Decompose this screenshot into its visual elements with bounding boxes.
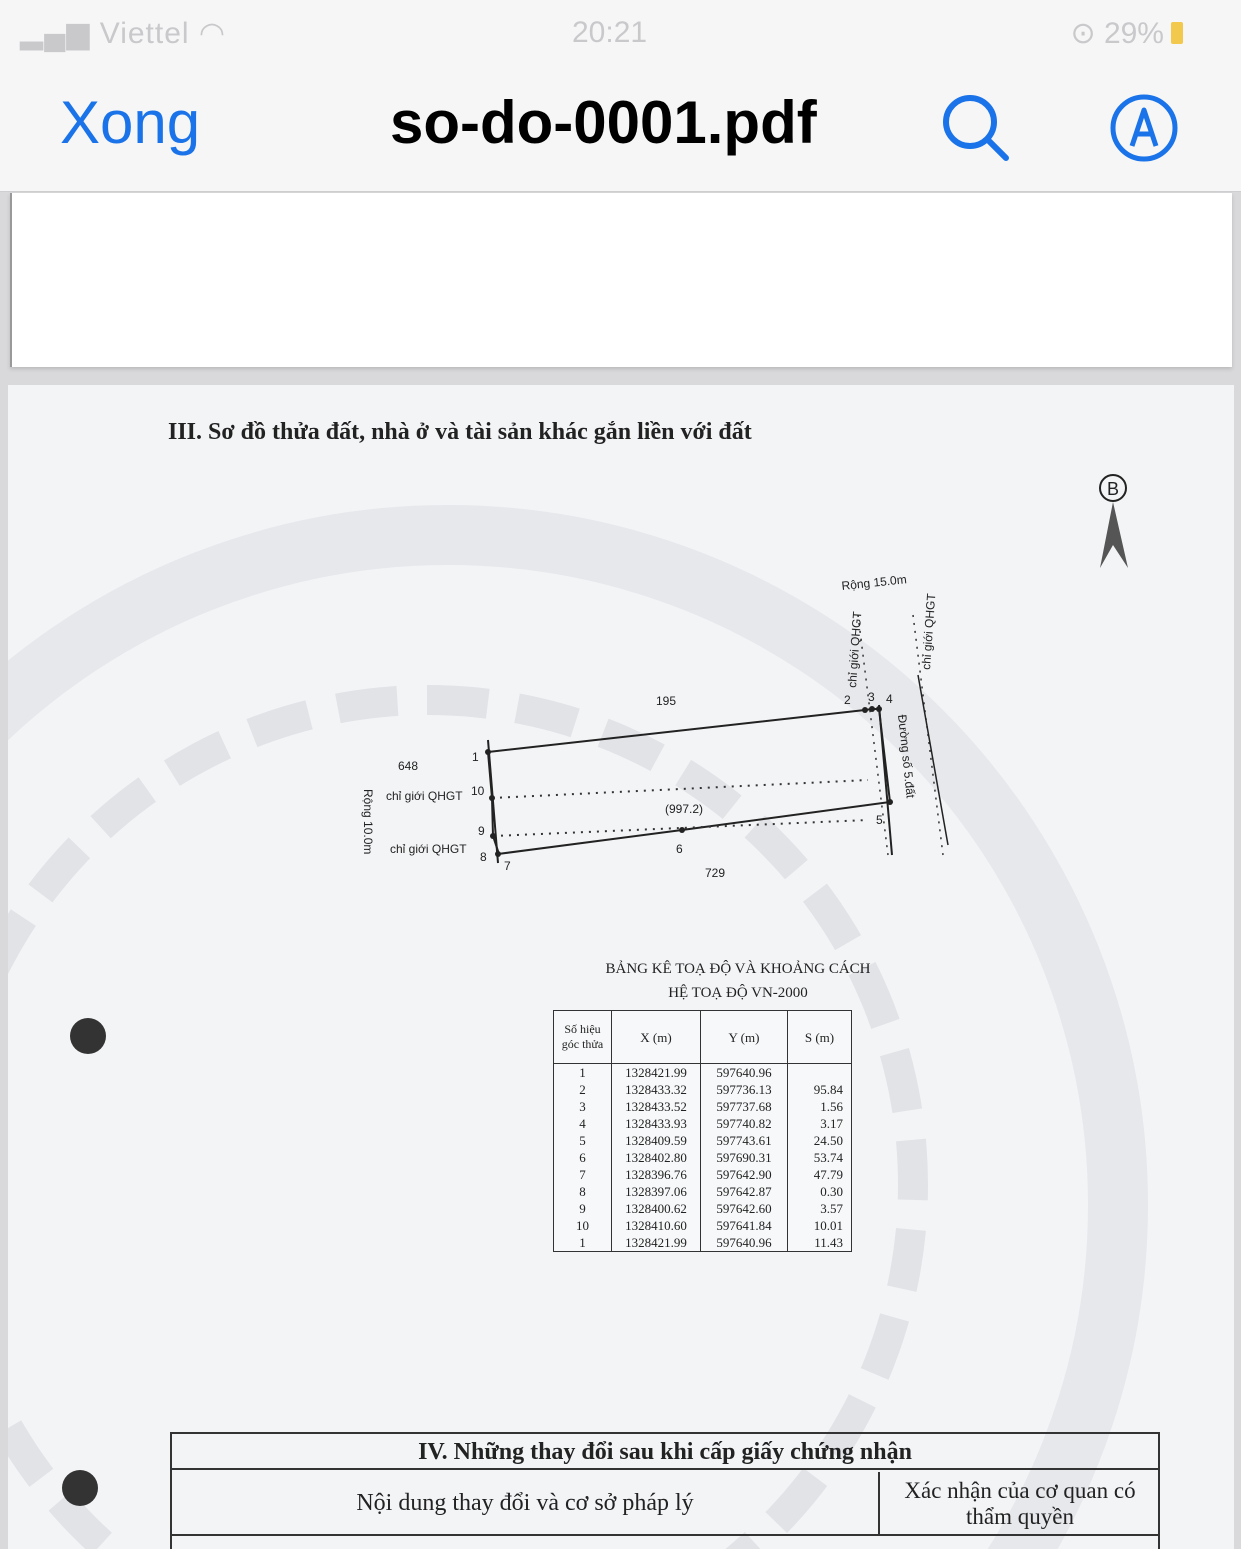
section-4-title: IV. Những thay đổi sau khi cấp giấy chứng nhận xyxy=(172,1434,1158,1470)
table-cell: 8 xyxy=(554,1183,612,1200)
svg-text:B: B xyxy=(1106,479,1120,499)
file-title: so-do-0001.pdf xyxy=(390,89,817,156)
table-cell: 597642.90 xyxy=(701,1166,788,1183)
svg-text:4: 4 xyxy=(886,692,893,706)
table-cell: 95.84 xyxy=(788,1081,852,1098)
table-row xyxy=(554,1166,852,1183)
table-cell: 1328397.06 xyxy=(612,1183,701,1200)
svg-text:2: 2 xyxy=(844,693,851,707)
carrier-label: ▂▄▆ Viettel ◠ xyxy=(20,17,227,50)
table-cell: 7 xyxy=(554,1166,612,1183)
north-arrow xyxy=(1100,475,1128,568)
table-divider xyxy=(172,1534,1158,1536)
battery-percent: ⊙ 29% xyxy=(1070,17,1164,50)
table-cell: 24.50 xyxy=(788,1132,852,1149)
svg-text:648: 648 xyxy=(398,759,419,773)
table-row xyxy=(554,1183,852,1200)
table-title: BẢNG KÊ TOẠ ĐỘ VÀ KHOẢNG CÁCH xyxy=(605,961,871,977)
table-cell: 597740.82 xyxy=(701,1115,788,1132)
table-cell: 1328400.62 xyxy=(612,1200,701,1217)
svg-text:5: 5 xyxy=(876,813,883,827)
table-row xyxy=(554,1217,852,1234)
punch-hole xyxy=(70,1018,106,1054)
table-cell: 1 xyxy=(554,1234,612,1252)
table-cell: 1328410.60 xyxy=(612,1217,701,1234)
table-cell: 597640.96 xyxy=(701,1234,788,1252)
table-cell: 597642.87 xyxy=(701,1183,788,1200)
svg-text:6: 6 xyxy=(676,842,683,856)
status-bar xyxy=(0,0,1241,70)
table-row xyxy=(554,1132,852,1149)
svg-text:chỉ giới QHGT: chỉ giới QHGT xyxy=(845,610,865,689)
table-cell: 6 xyxy=(554,1149,612,1166)
table-header: Số hiệu góc thửa xyxy=(554,1011,612,1064)
svg-text:Rộng 10.0m: Rộng 10.0m xyxy=(361,789,375,855)
table-cell: 1 xyxy=(554,1064,612,1082)
table-cell: 5 xyxy=(554,1132,612,1149)
table-cell: 597690.31 xyxy=(701,1149,788,1166)
table-cell: 3 xyxy=(554,1098,612,1115)
table-cell: 4 xyxy=(554,1115,612,1132)
svg-text:195: 195 xyxy=(656,694,677,708)
pdf-page-1 xyxy=(10,193,1232,367)
table-cell: 10.01 xyxy=(788,1217,852,1234)
table-cell: 9 xyxy=(554,1200,612,1217)
table-cell: 47.79 xyxy=(788,1166,852,1183)
svg-text:Rộng 15.0m: Rộng 15.0m xyxy=(840,572,908,593)
pdf-page-2 xyxy=(8,385,1234,1549)
svg-text:Đường số 5.đất: Đường số 5.đất xyxy=(895,713,918,799)
table-cell: 597743.61 xyxy=(701,1132,788,1149)
svg-text:1: 1 xyxy=(472,750,479,764)
svg-text:(997.2): (997.2) xyxy=(665,802,704,816)
table-row xyxy=(554,1064,852,1082)
table-cell: 597737.68 xyxy=(701,1098,788,1115)
table-cell: 597736.13 xyxy=(701,1081,788,1098)
punch-hole xyxy=(62,1470,98,1506)
svg-text:9: 9 xyxy=(478,824,485,838)
table-row xyxy=(554,1115,852,1132)
done-button[interactable]: Xong xyxy=(60,89,201,156)
table-row xyxy=(554,1200,852,1217)
table-cell: 1.56 xyxy=(788,1098,852,1115)
table-row xyxy=(554,1098,852,1115)
section-4-table xyxy=(170,1432,1160,1549)
coordinates-table xyxy=(553,1010,852,1252)
svg-text:3: 3 xyxy=(868,690,875,704)
table-cell: 1328433.52 xyxy=(612,1098,701,1115)
nav-bar xyxy=(0,70,1241,192)
parcel-map xyxy=(8,385,1234,945)
table-row xyxy=(554,1149,852,1166)
table-header: X (m) xyxy=(612,1011,701,1064)
svg-text:chỉ giới QHGT: chỉ giới QHGT xyxy=(390,842,467,856)
section-4-col-content: Nội dung thay đổi và cơ sở pháp lý xyxy=(172,1472,880,1534)
table-cell: 1328409.59 xyxy=(612,1132,701,1149)
table-cell: 1328433.93 xyxy=(612,1115,701,1132)
table-cell: 1328421.99 xyxy=(612,1234,701,1252)
section-4-col-confirm: Xác nhận của cơ quan có thẩm quyền xyxy=(904,1478,1136,1529)
table-cell xyxy=(788,1064,852,1082)
table-cell: 10 xyxy=(554,1217,612,1234)
table-cell: 0.30 xyxy=(788,1183,852,1200)
svg-text:7: 7 xyxy=(504,859,511,873)
svg-text:10: 10 xyxy=(471,784,485,798)
svg-text:chỉ giới QHGT: chỉ giới QHGT xyxy=(919,592,939,671)
table-row xyxy=(554,1234,852,1252)
table-cell: 53.74 xyxy=(788,1149,852,1166)
table-cell: 3.17 xyxy=(788,1115,852,1132)
section-3-title: III. Sơ đồ thửa đất, nhà ở và tài sản khác gắn liền với đất xyxy=(168,419,752,445)
svg-text:chỉ giới QHGT: chỉ giới QHGT xyxy=(386,789,463,803)
table-header: Y (m) xyxy=(701,1011,788,1064)
table-cell: 1328402.80 xyxy=(612,1149,701,1166)
table-cell: 597640.96 xyxy=(701,1064,788,1082)
table-cell: 1328421.99 xyxy=(612,1064,701,1082)
table-cell: 3.57 xyxy=(788,1200,852,1217)
svg-text:8: 8 xyxy=(480,850,487,864)
battery-icon xyxy=(1169,20,1191,46)
table-cell: 597642.60 xyxy=(701,1200,788,1217)
table-cell: 1328396.76 xyxy=(612,1166,701,1183)
table-cell: 11.43 xyxy=(788,1234,852,1252)
table-row xyxy=(554,1081,852,1098)
table-cell: 597641.84 xyxy=(701,1217,788,1234)
table-subtitle: HỆ TOẠ ĐỘ VN-2000 xyxy=(668,985,808,1001)
table-cell: 2 xyxy=(554,1081,612,1098)
svg-text:729: 729 xyxy=(705,866,726,880)
clock: 20:21 xyxy=(572,16,648,49)
markup-pen-icon[interactable] xyxy=(1108,92,1180,164)
table-header: S (m) xyxy=(788,1011,852,1064)
search-icon[interactable] xyxy=(940,92,1012,164)
table-cell: 1328433.32 xyxy=(612,1081,701,1098)
